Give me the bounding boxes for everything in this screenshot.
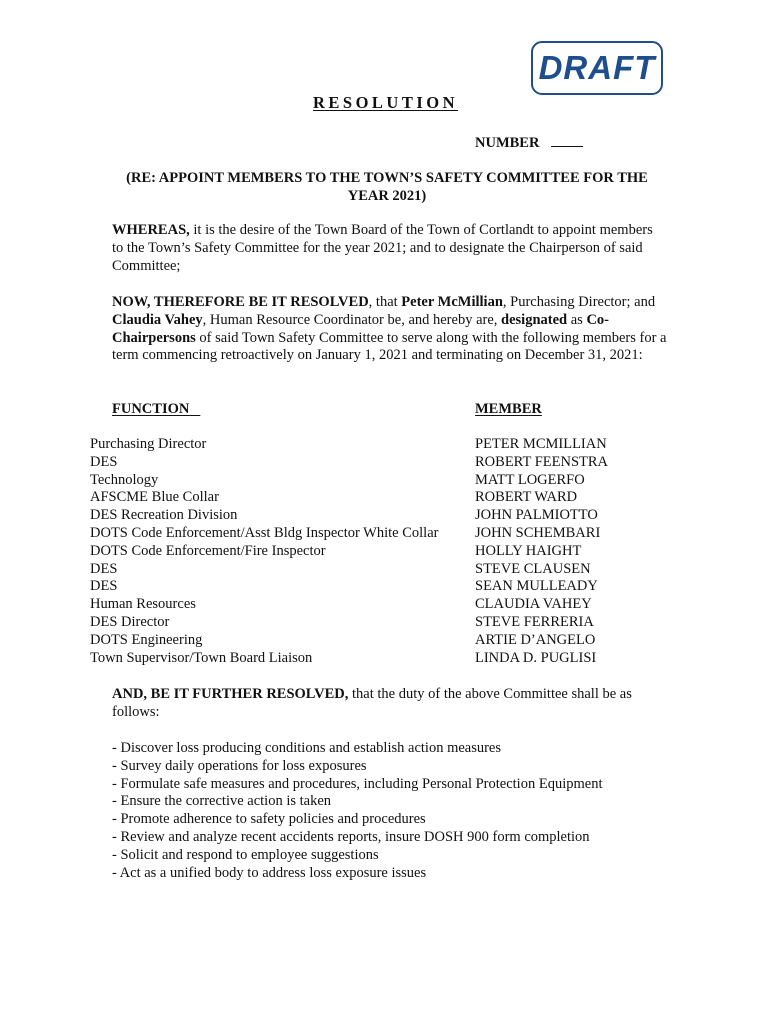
further-resolved-paragraph [112, 686, 667, 722]
duty-item: - Discover loss producing conditions and establish action measures [112, 740, 602, 758]
title-text: RESOLUTION [312, 93, 459, 112]
resolved-paragraph [112, 294, 667, 365]
function-item: DOTS Code Enforcement/Asst Bldg Inspector White Collar [90, 524, 439, 541]
function-item: DES [90, 560, 118, 577]
member-item: PETER MCMILLIAN [475, 436, 607, 452]
draft-stamp [531, 41, 663, 95]
member-item: STEVE CLAUSEN [475, 560, 591, 577]
duties-list [112, 740, 602, 882]
function-item: DES [90, 453, 118, 470]
function-item: AFSCME Blue Collar [90, 489, 219, 506]
resolved-text-5: of said Town Safety Committee to serve along with the following members for a term commencing retroactively on January 1, 2021 and terminating on December 31, 2021: [112, 329, 667, 364]
function-item: Technology [90, 471, 159, 488]
member-item: JOHN PALMIOTTO [475, 507, 598, 524]
duty-item: - Promote adherence to safety policies and procedures [112, 811, 602, 829]
duty-item: - Act as a unified body to address loss exposure issues [112, 865, 602, 883]
function-list [90, 436, 438, 667]
whereas-lead: WHEREAS, [112, 222, 190, 238]
number-label: NUMBER [475, 135, 540, 151]
function-item: DOTS Engineering [90, 631, 203, 648]
member-item: ARTIE D’ANGELO [475, 631, 596, 648]
member-item: ROBERT WARD [475, 489, 578, 506]
duty-item: - Solicit and respond to employee suggestions [112, 847, 602, 865]
resolution-number [475, 133, 583, 152]
function-column-header: FUNCTION [112, 401, 190, 417]
resolved-designated: designated [501, 311, 568, 328]
draft-stamp-graphic [537, 47, 657, 89]
further-lead: AND, BE IT FURTHER RESOLVED, [112, 686, 349, 702]
member-item: STEVE FERRERIA [475, 613, 594, 630]
duty-item: - Ensure the corrective action is taken [112, 793, 602, 811]
whereas-paragraph [112, 222, 667, 275]
duty-item: - Formulate safe measures and procedures, including Personal Protection Equipment [112, 776, 602, 794]
resolved-text-1: , that [368, 294, 402, 310]
svg-text:DRAFT: DRAFT [538, 49, 656, 86]
resolved-name-2: Claudia Vahey [112, 311, 203, 328]
function-item: DES [90, 578, 118, 595]
function-item: DOTS Code Enforcement/Fire Inspector [90, 542, 326, 559]
whereas-text: it is the desire of the Town Board of the Town of Cortlandt to appoint members to the Town’s Safety Committee for the year 2021; and to designate the Chairperson of said Committee; [112, 222, 653, 274]
function-item: DES Recreation Division [90, 507, 238, 524]
member-list [475, 436, 608, 667]
member-item: SEAN MULLEADY [475, 578, 598, 595]
member-item: LINDA D. PUGLISI [475, 649, 597, 666]
member-item: HOLLY HAIGHT [475, 542, 582, 559]
resolved-cochairs: Co-Chairpersons [112, 311, 610, 346]
resolved-text-4: as [567, 311, 587, 328]
resolved-text-3: , Human Resource Coordinator be, and hereby are, [202, 311, 502, 328]
resolved-name-1: Peter McMillian [401, 294, 503, 310]
function-item: Purchasing Director [90, 436, 207, 452]
member-item: CLAUDIA VAHEY [475, 596, 592, 613]
resolved-lead: NOW, THEREFORE BE IT RESOLVED [112, 294, 369, 310]
function-item: DES Director [90, 613, 170, 630]
further-text: that the duty of the above Committee shall be as follows: [112, 686, 632, 720]
function-item: Town Supervisor/Town Board Liaison [90, 649, 313, 666]
member-item: JOHN SCHEMBARI [475, 524, 601, 541]
duty-item: - Review and analyze recent accidents reports, insure DOSH 900 form completion [112, 829, 602, 847]
re-line: (RE: APPOINT MEMBERS TO THE TOWN’S SAFETY COMMITTEE FOR THE YEAR 2021) [126, 170, 648, 204]
function-item: Human Resources [90, 596, 196, 613]
resolved-text-2: , Purchasing Director; and [502, 294, 656, 310]
duty-item: - Survey daily operations for loss exposures [112, 758, 602, 776]
member-column-header: MEMBER [475, 401, 542, 417]
document-title [0, 93, 770, 113]
member-item: ROBERT FEENSTRA [475, 453, 609, 470]
number-blank [551, 133, 583, 147]
member-item: MATT LOGERFO [475, 471, 585, 488]
